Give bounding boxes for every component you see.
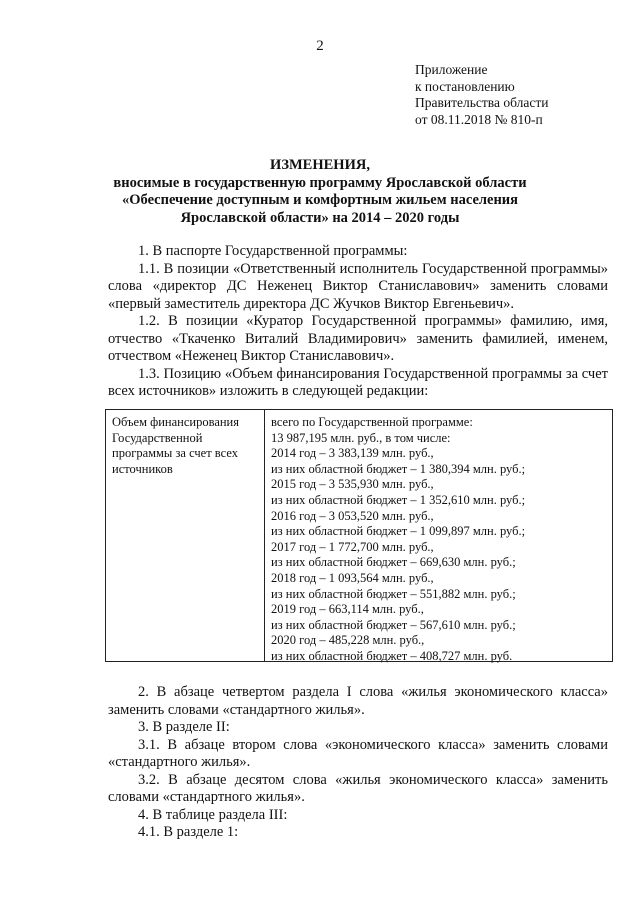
- table-line: 2020 год – 485,228 млн. руб.,: [271, 633, 425, 648]
- table-line: 2016 год – 3 053,520 млн. руб.,: [271, 508, 434, 523]
- heading-title: ИЗМЕНЕНИЯ,: [270, 157, 370, 173]
- paragraph: 4. В таблице раздела III:: [138, 806, 288, 823]
- financing-table: [105, 409, 613, 662]
- heading-line: Ярославской области» на 2014 – 2020 годы: [180, 209, 460, 226]
- table-line: из них областной бюджет – 551,882 млн. руб.;: [271, 586, 516, 601]
- paragraph: 4.1. В разделе 1:: [138, 824, 239, 840]
- table-line: 13 987,195 млн. руб., в том числе:: [271, 430, 451, 445]
- page-number: 2: [316, 38, 324, 54]
- table-line: из них областной бюджет – 1 380,394 млн. руб.;: [271, 461, 526, 476]
- table-line: 2017 год – 1 772,700 млн. руб.,: [271, 539, 434, 554]
- heading-line: вносимые в государственную программу Ярославской области: [113, 174, 527, 191]
- body-text-bottom: [108, 684, 608, 842]
- appendix-line: Приложение: [415, 62, 488, 77]
- table-line: из них областной бюджет – 669,630 млн. руб.;: [271, 555, 516, 570]
- table-line: из них областной бюджет – 408,727 млн. руб.: [271, 648, 513, 663]
- body-text-top: [108, 243, 608, 401]
- table-line: всего по Государственной программе:: [271, 415, 473, 429]
- paragraph: 3.1. В абзаце втором слова «экономического класса» заменить словами «стандартного жилья».: [108, 736, 608, 770]
- paragraph: 2. В абзаце четвертом раздела I слова «жилья экономического класса» заменить словами «стандартного жилья».: [108, 684, 608, 718]
- appendix-line: Правительства области: [415, 95, 549, 110]
- table-line: из них областной бюджет – 1 099,897 млн. руб.;: [271, 524, 526, 539]
- paragraph: 3. В разделе II:: [138, 719, 230, 735]
- paragraph: 1.1. В позиции «Ответственный исполнитель Государственной программы» слова «директор ДС Неженец Виктор Станиславович» заменить словами «первый заместитель директора ДС Жучков Виктор Евгеньевич».: [108, 260, 608, 312]
- table-line: 2014 год – 3 383,139 млн. руб.,: [271, 446, 434, 461]
- table-line: из них областной бюджет – 567,610 млн. руб.;: [271, 617, 516, 632]
- table-line: 2018 год – 1 093,564 млн. руб.,: [271, 570, 434, 585]
- paragraph: 3.2. В абзаце десятом слова «жилья экономического класса» заменить словами «стандартного жилья».: [108, 771, 608, 805]
- appendix-line: к постановлению: [415, 78, 515, 94]
- paragraph: 1. В паспорте Государственной программы:: [138, 243, 408, 259]
- appendix-line: от 08.11.2018 № 810-п: [415, 111, 543, 127]
- table-value-cell: [265, 410, 612, 661]
- table-label-cell: Объем финансирования Государственной программы за счет всех источников: [106, 410, 265, 661]
- document-heading: [110, 157, 530, 227]
- paragraph: 1.2. В позиции «Куратор Государственной программы» фамилию, имя, отчество «Ткаченко Виталий Владимирович» заменить фамилией, именем, отчеством «Неженец Виктор Станиславович».: [108, 313, 608, 364]
- appendix-block: [415, 62, 548, 128]
- table-line: из них областной бюджет – 1 352,610 млн. руб.;: [271, 492, 526, 507]
- heading-line: «Обеспечение доступным и комфортным жильем населения: [121, 192, 519, 208]
- table-line: 2015 год – 3 535,930 млн. руб.,: [271, 477, 434, 492]
- table-line: 2019 год – 663,114 млн. руб.,: [271, 602, 424, 617]
- paragraph: 1.3. Позицию «Объем финансирования Государственной программы за счет всех источников» изложить в следующей редакции:: [108, 365, 608, 399]
